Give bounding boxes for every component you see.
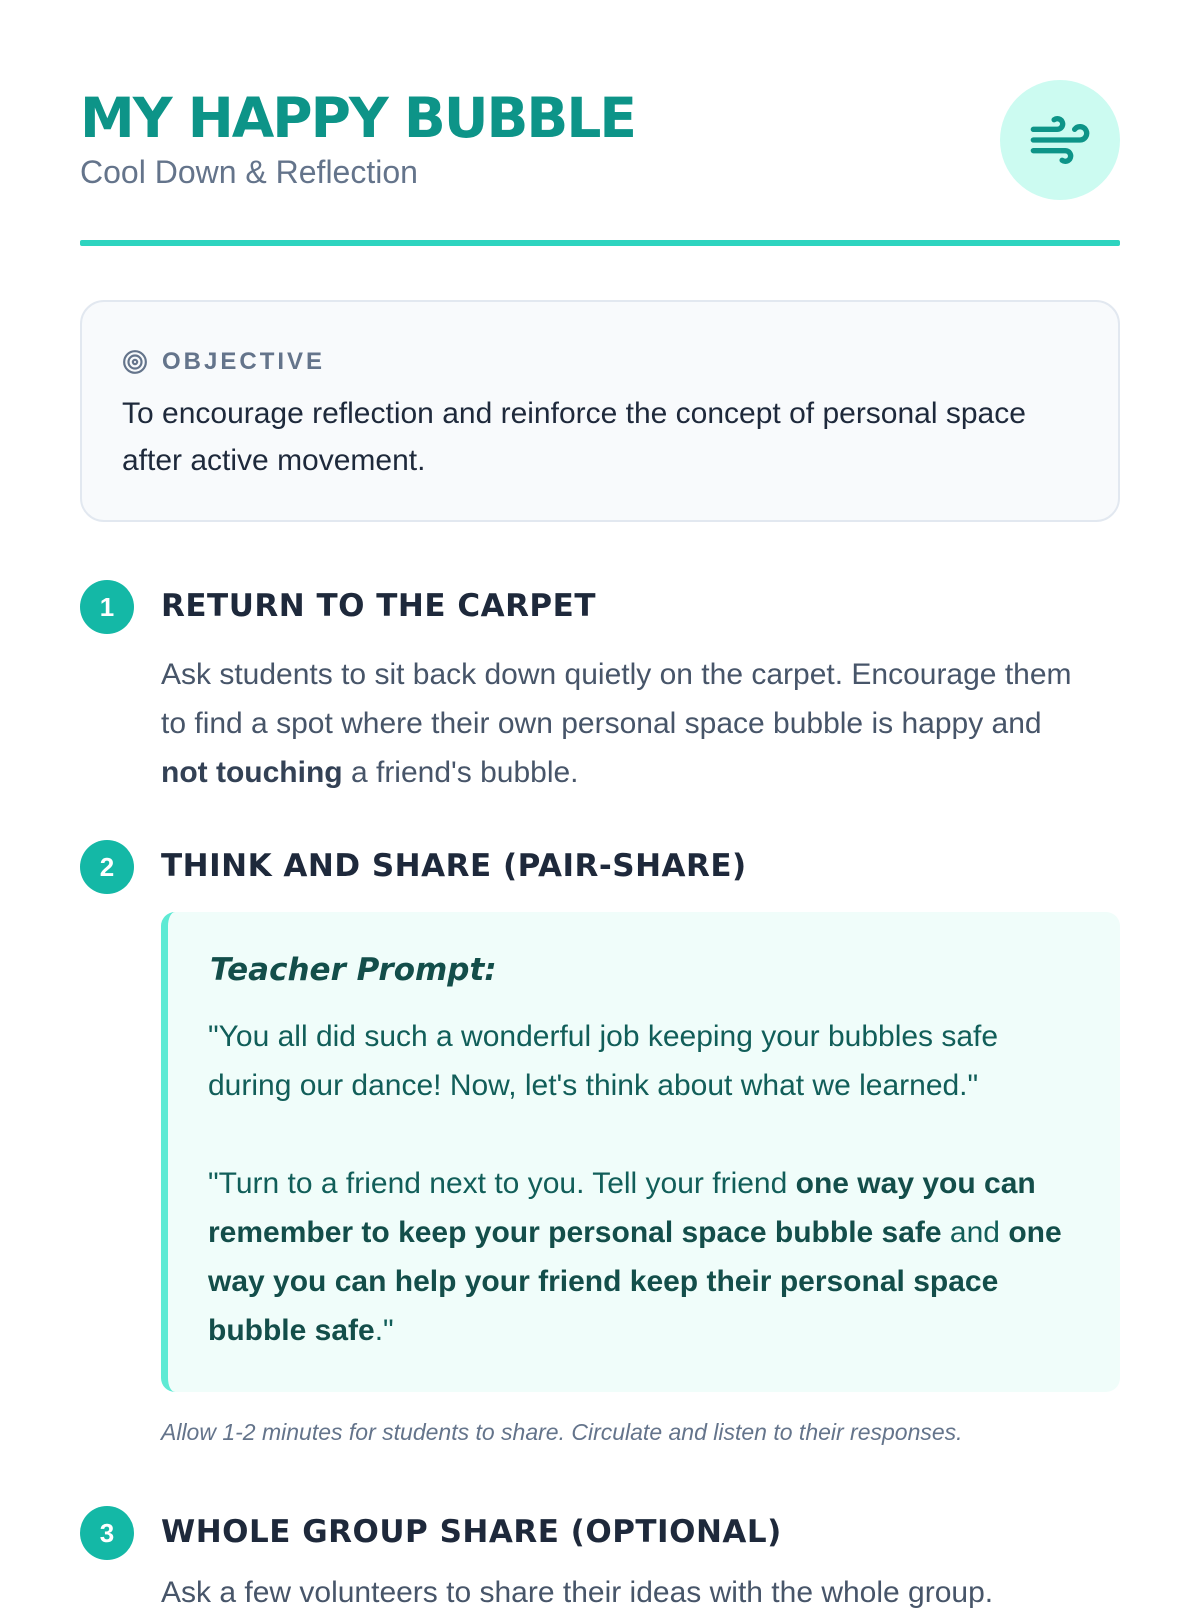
step-2-note: Allow 1-2 minutes for students to share. Circulate and listen to their responses. [161, 1419, 963, 1445]
step-3-number: 3 [80, 1506, 134, 1560]
objective-label: OBJECTIVE [162, 348, 326, 375]
header-divider [80, 240, 1120, 246]
step-1-body [161, 650, 1081, 797]
objective-text: To encourage reflection and reinforce the concept of personal space after active movement. [122, 397, 1026, 477]
lesson-page [80, 0, 1120, 1609]
step-1-body-text: Ask students to sit back down quietly on the carpet. Encourage them to find a spot where their own personal space bubble is happy and [161, 658, 1072, 740]
objective-card [80, 300, 1120, 522]
step-2-number: 2 [80, 840, 134, 894]
target-icon [122, 349, 148, 375]
step-1-title: RETURN TO THE CARPET [161, 588, 596, 624]
teacher-prompt-text: "Turn to a friend next to you. Tell your friend [208, 1167, 796, 1200]
wind-icon [1000, 80, 1120, 200]
objective-header [122, 342, 325, 382]
step-1-number: 1 [80, 580, 134, 634]
teacher-prompt-quote-1: "You all did such a wonderful job keeping your bubbles safe during our dance! Now, let's think about what we learned." [208, 1020, 999, 1102]
teacher-prompt-emphasis-1: one way you can remember to keep your personal space bubble safe [208, 1167, 1036, 1249]
page-title: MY HAPPY BUBBLE [80, 86, 635, 150]
page-subtitle: Cool Down & Reflection [80, 154, 418, 190]
teacher-prompt-text-mid: and [941, 1216, 1009, 1249]
teacher-prompt-box [161, 912, 1120, 1392]
step-2-title: THINK AND SHARE (PAIR-SHARE) [161, 848, 747, 884]
step-1-body-text-end: a friend's bubble. [342, 756, 579, 789]
teacher-prompt-emphasis-2: one way you can help your friend keep their personal space bubble safe [208, 1216, 1062, 1347]
step-1-body-emphasis: not touching [161, 756, 343, 789]
page-header [80, 80, 1120, 244]
teacher-prompt-text-end: ." [374, 1314, 394, 1347]
step-3-body: Ask a few volunteers to share their ideas with the whole group. [161, 1576, 994, 1609]
step-3-title: WHOLE GROUP SHARE (OPTIONAL) [161, 1514, 782, 1550]
teacher-prompt-quote-2 [208, 1159, 1088, 1355]
teacher-prompt-title: Teacher Prompt: [210, 952, 497, 988]
